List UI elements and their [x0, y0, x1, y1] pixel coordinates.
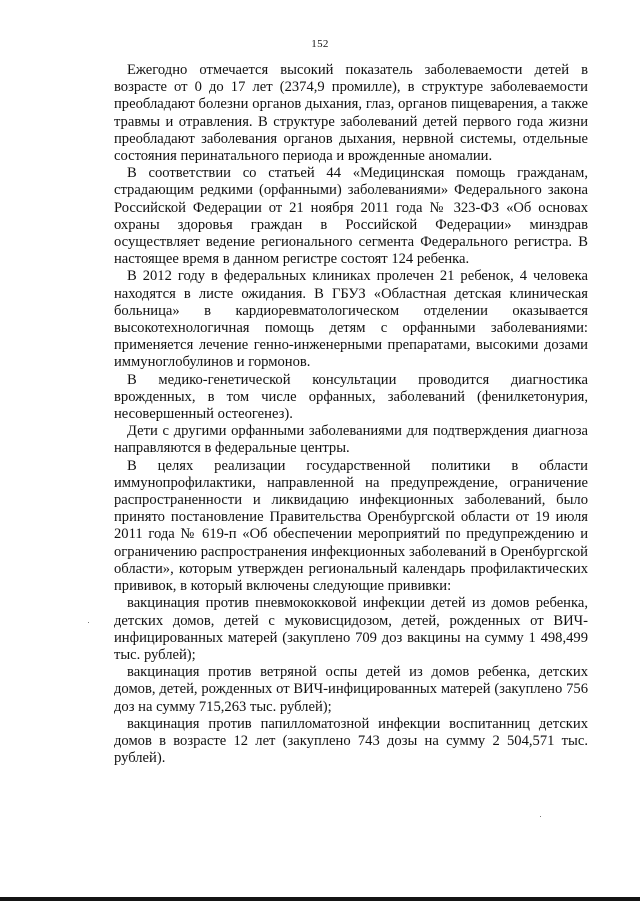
scan-bottom-edge [0, 897, 640, 901]
list-item-papilloma: вакцинация против папилломатозной инфекции воспитанниц детских домов в возрасте 12 лет (закуплено 743 дозы на сумму 2 504,571 тыс. рублей). [114, 715, 588, 767]
paragraph-morbidity: Ежегодно отмечается высокий показатель заболеваемости детей в возрасте от 0 до 17 лет (2374,9 промилле), в структуре заболеваемости преобладают болезни органов дыхания, глаз, органов пищеварения, а также травмы и отравления. В структуре заболеваний детей первого года жизни преобладают заболевания органов дыхания, нервной системы, отдельные состояния перинатального периода и врожденные аномалии. [114, 62, 588, 165]
list-item-pneumococcal: вакцинация против пневмококковой инфекции детей из домов ребенка, детских домов, детей с муковисцидозом, детей, рожденных от ВИЧ-инфицированных матерей (закуплено 709 доз вакцины на сумму 1 498,499 тыс. рублей); [114, 595, 588, 663]
paragraph-orphan-register: В соответствии со статьей 44 «Медицинская помощь гражданам, страдающим редкими (орфанными) заболеваниями» Федерального закона Российской Федерации от 21 ноября 2011 года № 323-ФЗ «Об основах охраны здоровья граждан в Российской Федерации» минздрав осуществляет ведение регионального сегмента Федерального регистра. В настоящее время в данном регистре состоят 124 ребенка. [114, 165, 588, 268]
list-item-varicella: вакцинация против ветряной оспы детей из домов ребенка, детских домов, детей, рожденных от ВИЧ-инфицированных матерей (закуплено 756 доз на сумму 715,263 тыс. рублей); [114, 664, 588, 715]
scan-speck [88, 622, 89, 623]
body-text [114, 62, 588, 767]
paragraph-federal-clinics: В 2012 году в федеральных клиниках пролечен 21 ребенок, 4 человека находятся в листе ожидания. В ГБУЗ «Областная детская клиническая больница» в кардиоревматологическом отделении оказывается высокотехнологичная помощь детям с орфанными заболеваниями: применяется лечение генно-инженерными препаратами, высокими дозами иммуноглобулинов и гормонов. [114, 268, 588, 371]
paragraph-genetic-consultation: В медико-генетической консультации проводится диагностика врожденных, в том числе орфанных, заболеваний (фенилкетонурия, несовершенный остеогенез). [114, 371, 588, 423]
paragraph-federal-centers: Дети с другими орфанными заболеваниями для подтверждения диагноза направляются в федеральные центры. [114, 423, 588, 457]
page-number: 152 [311, 38, 329, 50]
scan-speck [540, 816, 541, 817]
paragraph-immunoprophylaxis: В целях реализации государственной политики в области иммунопрофилактики, направленной на предупреждение, ограничение распространенности и ликвидацию инфекционных заболеваний, было принято постановление Правительства Оренбургской области от 19 июля 2011 года № 619-п «Об обеспечении мероприятий по предупреждению и ограничению распространения инфекционных заболеваний в Оренбургской области», которым утвержден региональный календарь профилактических прививок, в который включены следующие прививки: [114, 457, 588, 595]
